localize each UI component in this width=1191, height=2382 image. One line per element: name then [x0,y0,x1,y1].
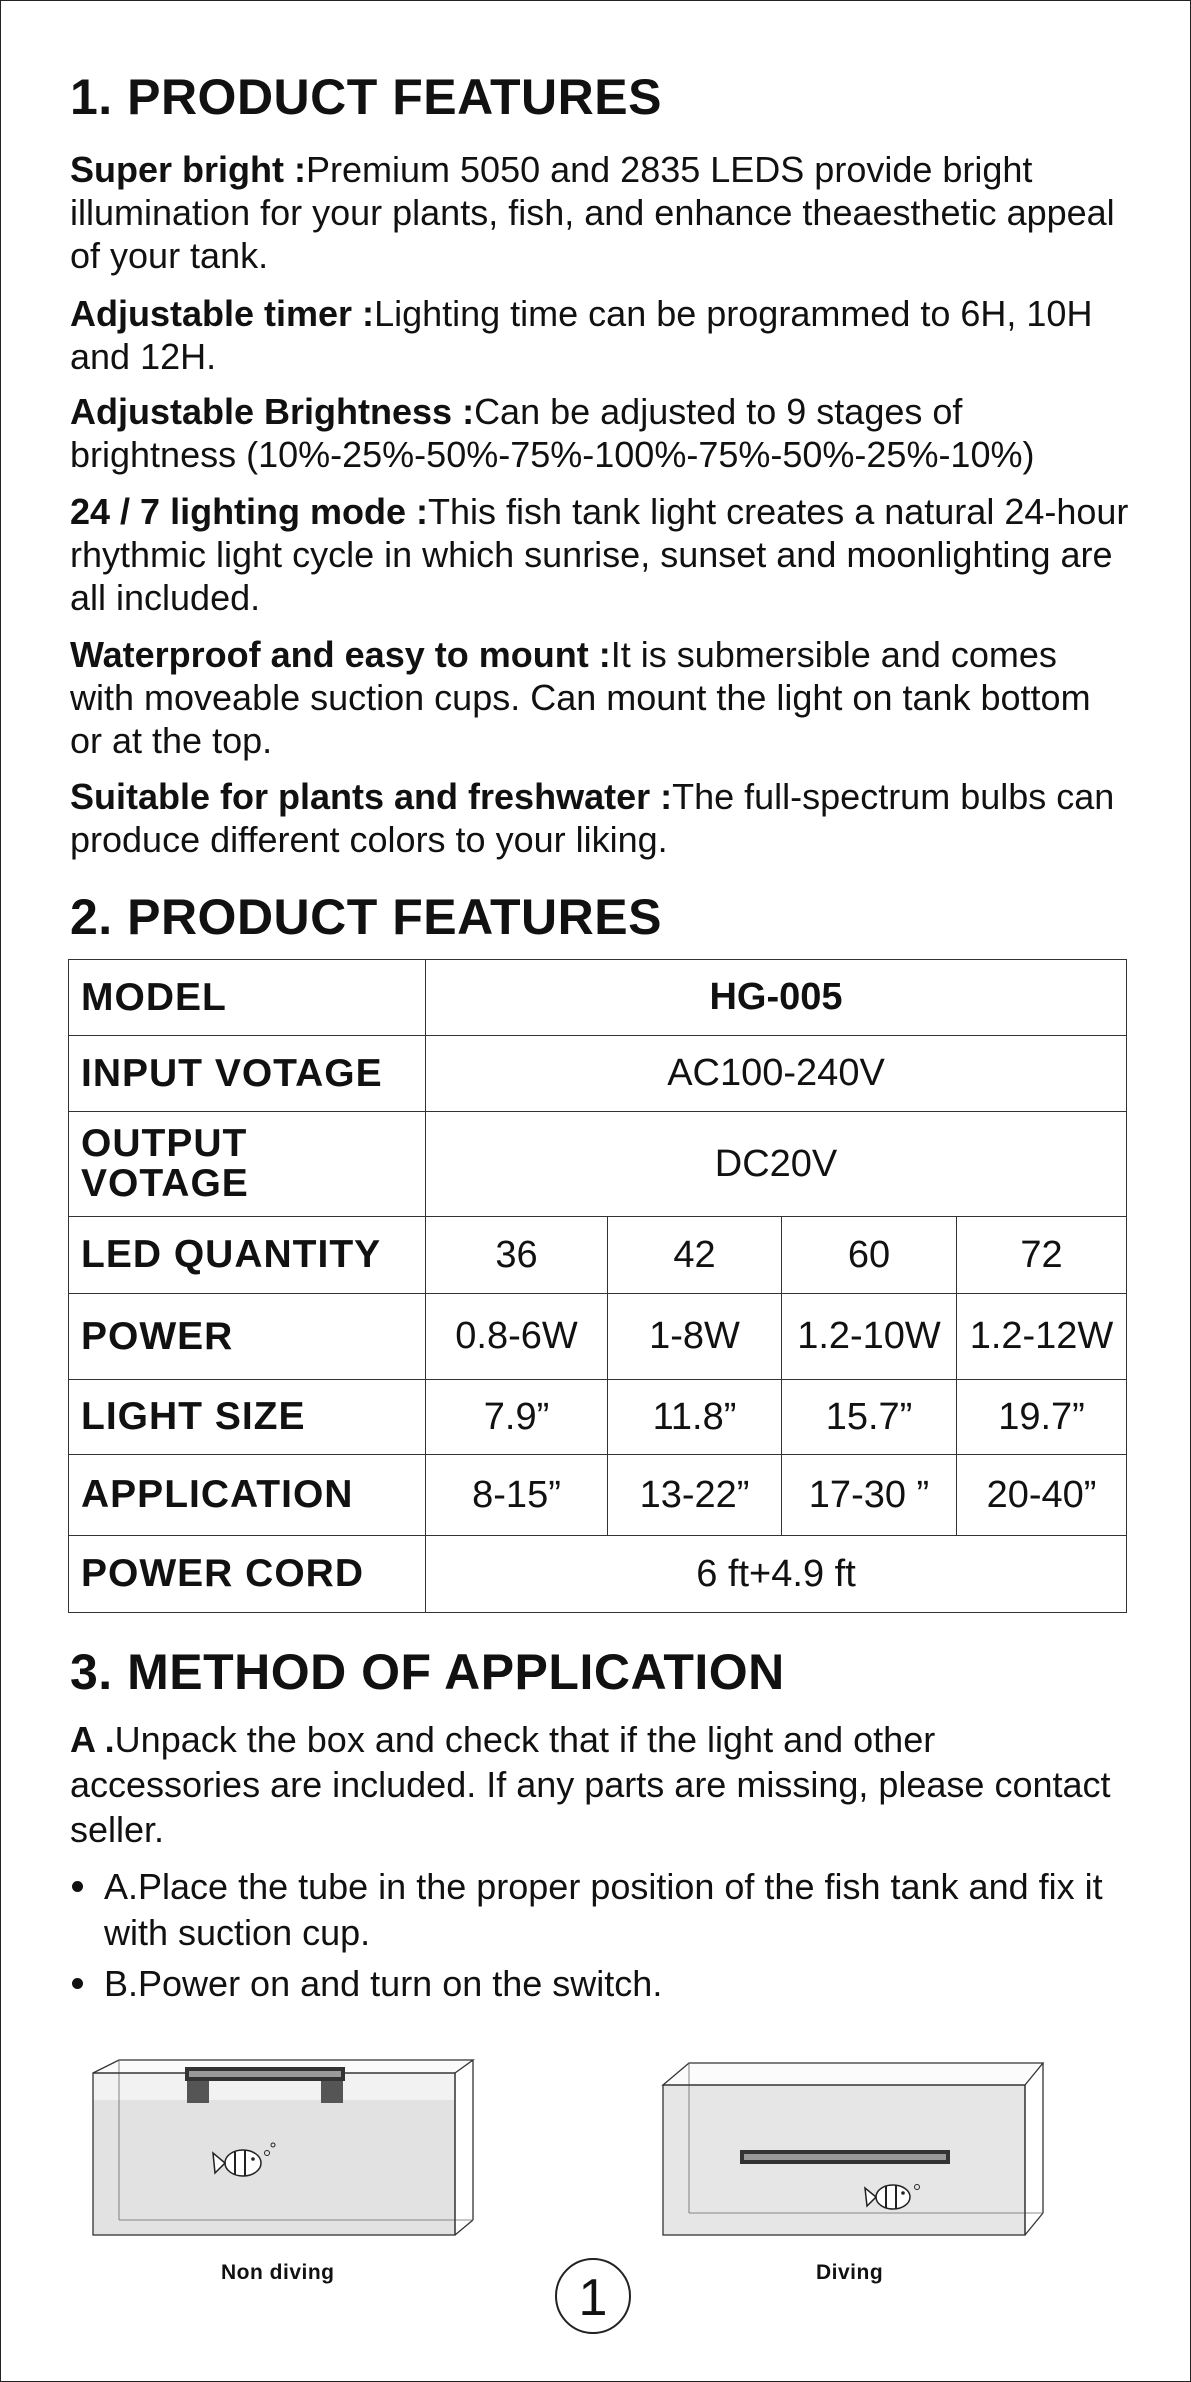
feature-text: Can be adjusted to 9 stages of brightness (10%-25%-50%-75%-100%-75%-50%-25%-10%) [70,391,1035,475]
step-item [70,1864,1130,1956]
feature-adjustable-timer [70,292,1130,378]
spec-label: POWER CORD [69,1536,426,1613]
spec-label: OUTPUT VOTAGE [69,1112,426,1217]
spec-label: LIGHT SIZE [69,1380,426,1455]
feature-label: Waterproof and easy to mount : [70,634,611,675]
spec-value: 13-22” [608,1455,782,1536]
spec-row-input [69,1036,1127,1112]
spec-row-application [69,1455,1127,1536]
spec-value: AC100-240V [426,1036,1127,1112]
spec-label: MODEL [69,960,426,1036]
non-diving-tank-illustration [85,2055,485,2255]
spec-value: 72 [957,1217,1127,1294]
feature-text: It is submersible and comes with moveable suction cups. Can mount the light on tank bottom or at the top. [70,634,1091,761]
spec-row-output [69,1112,1127,1217]
method-intro-text: Unpack the box and check that if the light and other accessories are included. If any parts are missing, please contact seller. [70,1719,1111,1850]
spec-value: 1-8W [608,1294,782,1380]
step-text: A.Place the tube in the proper position of the fish tank and fix it with suction cup. [104,1866,1103,1953]
spec-value: 1.2-12W [957,1294,1127,1380]
feature-label: 24 / 7 lighting mode : [70,491,429,532]
feature-plants-freshwater [70,775,1130,861]
caption-non-diving: Non diving [221,2261,335,2284]
spec-value: 42 [608,1217,782,1294]
spec-value: 1.2-10W [782,1294,957,1380]
feature-label: Suitable for plants and freshwater : [70,776,673,817]
spec-row-led [69,1217,1127,1294]
feature-waterproof [70,633,1130,762]
spec-row-model [69,960,1127,1036]
feature-label: Adjustable Brightness : [70,391,475,432]
feature-text: The full-spectrum bulbs can produce different colors to your liking. [70,776,1115,860]
caption-diving: Diving [816,2261,884,2284]
spec-row-cord [69,1536,1127,1613]
spec-value: HG-005 [426,960,1127,1036]
spec-value: 19.7” [957,1380,1127,1455]
spec-label: POWER [69,1294,426,1380]
spec-value: 15.7” [782,1380,957,1455]
feature-label: Super bright : [70,149,306,190]
spec-value: 36 [426,1217,608,1294]
section2-heading: 2. PRODUCT FEATURES [70,889,662,945]
bullet-icon [72,1978,83,1989]
page-number: 1 [555,2258,631,2334]
feature-lighting-mode [70,490,1130,619]
spec-value: 17-30 ” [782,1455,957,1536]
section3-heading: 3. METHOD OF APPLICATION [70,1644,785,1700]
diving-tank-illustration [655,2055,1055,2255]
spec-table [68,959,1127,1613]
bullet-icon [72,1881,83,1892]
spec-value: 7.9” [426,1380,608,1455]
spec-label: APPLICATION [69,1455,426,1536]
spec-value: 20-40” [957,1455,1127,1536]
feature-super-bright [70,148,1130,277]
spec-value: 60 [782,1217,957,1294]
feature-text: Premium 5050 and 2835 LEDS provide bright illumination for your plants, fish, and enhance theaesthetic appeal of your tank. [70,149,1115,276]
spec-value: 6 ft+4.9 ft [426,1536,1127,1613]
spec-label: INPUT VOTAGE [69,1036,426,1112]
spec-value: 11.8” [608,1380,782,1455]
spec-value: 0.8-6W [426,1294,608,1380]
spec-value: 8-15” [426,1455,608,1536]
feature-text: Lighting time can be programmed to 6H, 10H and 12H. [70,293,1093,377]
step-item [70,1961,1130,2007]
spec-row-power [69,1294,1127,1380]
method-intro [70,1717,1130,1852]
method-intro-label: A . [70,1719,115,1760]
feature-adjustable-brightness [70,390,1130,476]
spec-label: LED QUANTITY [69,1217,426,1294]
spec-row-size [69,1380,1127,1455]
step-text: B.Power on and turn on the switch. [104,1963,663,2004]
spec-value: DC20V [426,1112,1127,1217]
section1-heading: 1. PRODUCT FEATURES [70,69,662,125]
feature-label: Adjustable timer : [70,293,375,334]
feature-text: This fish tank light creates a natural 24-hour rhythmic light cycle in which sunrise, sunset and moonlighting are all included. [70,491,1129,618]
